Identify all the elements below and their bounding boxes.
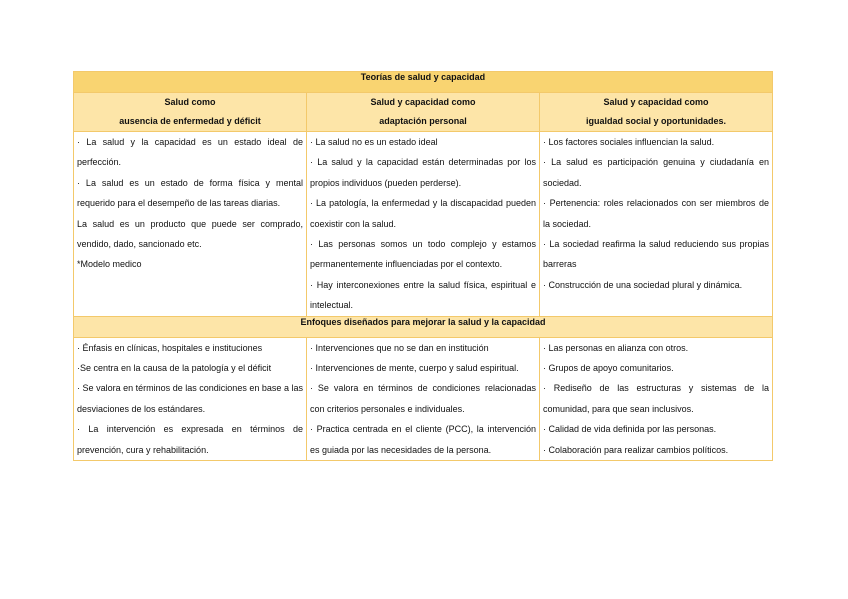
column-headings-row xyxy=(74,93,773,132)
list-item: · Hay interconexiones entre la salud física, espiritual e intelectual. xyxy=(310,279,536,311)
column-heading-line2: igualdad social y oportunidades. xyxy=(585,116,727,126)
column-heading-adaptation xyxy=(307,93,540,132)
table-title-row xyxy=(74,72,773,93)
theories-table xyxy=(73,71,773,461)
item-list xyxy=(543,338,769,460)
list-item: · Las personas somos un todo complejo y estamos permanentemente influenciadas por el contexto. xyxy=(310,239,536,270)
table-title: Teorías de salud y capacidad xyxy=(74,72,773,93)
theories-cell-equality xyxy=(540,132,773,317)
column-heading-line2: adaptación personal xyxy=(379,116,467,126)
list-item: · La sociedad reafirma la salud reduciendo sus propias barreras xyxy=(543,239,769,270)
list-item: · Construcción de una sociedad plural y dinámica. xyxy=(543,279,743,290)
approaches-title-row xyxy=(74,316,773,337)
approaches-cell-deficit xyxy=(74,337,307,460)
list-item: · Las personas en alianza con otros. xyxy=(543,342,689,353)
approaches-cell-equality xyxy=(540,337,773,460)
item-list xyxy=(310,132,536,316)
item-list xyxy=(77,338,303,460)
item-list xyxy=(543,132,769,295)
list-item: · La patología, la enfermedad y la discapacidad pueden coexistir con la salud. xyxy=(310,198,536,229)
theories-cell-deficit xyxy=(74,132,307,317)
list-item: · Grupos de apoyo comunitarios. xyxy=(543,363,674,374)
column-heading-deficit xyxy=(74,93,307,132)
list-item: · La salud es participación genuina y ciudadanía en sociedad. xyxy=(543,157,769,188)
list-item: · Los factores sociales influencian la salud. xyxy=(543,137,715,147)
list-item: · Intervenciones de mente, cuerpo y salud espiritual. xyxy=(310,363,519,374)
item-list xyxy=(77,132,303,275)
list-item: · Practica centrada en el cliente (PCC), la intervención es guiada por las necesidades de la persona. xyxy=(310,424,536,455)
approaches-row xyxy=(74,337,773,460)
column-heading-line1: Salud como xyxy=(164,97,216,107)
column-heading-line1: Salud y capacidad como xyxy=(603,97,709,107)
list-item: · Colaboración para realizar cambios políticos. xyxy=(543,444,729,455)
list-item: La salud es un producto que puede ser comprado, vendido, dado, sancionado etc. xyxy=(77,218,303,250)
list-item: · La salud y la capacidad es un estado ideal de perfección. xyxy=(77,137,303,168)
approaches-cell-adaptation xyxy=(307,337,540,460)
approaches-title: Enfoques diseñados para mejorar la salud y la capacidad xyxy=(74,316,773,337)
column-heading-equality xyxy=(540,93,773,132)
column-heading-line2: ausencia de enfermedad y déficit xyxy=(119,116,261,126)
list-item: · La salud es un estado de forma física y mental requerido para el desempeño de las tareas diarias. xyxy=(77,177,303,209)
list-item: · La intervención es expresada en términos de prevención, cura y rehabilitación. xyxy=(77,424,303,455)
theories-row xyxy=(74,132,773,317)
item-list xyxy=(310,338,536,460)
list-item: · La salud no es un estado ideal xyxy=(310,137,438,147)
list-item: *Modelo medico xyxy=(77,259,142,270)
list-item: · Se valora en términos de las condiciones en base a las desviaciones de los estándares. xyxy=(77,383,303,414)
list-item: · La salud y la capacidad están determinadas por los propios individuos (pueden perderse). xyxy=(310,157,536,188)
list-item: · Pertenencia: roles relacionados con ser miembros de la sociedad. xyxy=(543,198,769,229)
list-item: · Se valora en términos de condiciones relacionadas con criterios personales e individuales. xyxy=(310,383,536,414)
list-item: · Calidad de vida definida por las personas. xyxy=(543,424,717,435)
list-item: ·Se centra en la causa de la patología y el déficit xyxy=(77,363,272,374)
theories-cell-adaptation xyxy=(307,132,540,317)
list-item: · Énfasis en clínicas, hospitales e instituciones xyxy=(77,342,263,353)
column-heading-line1: Salud y capacidad como xyxy=(370,97,476,107)
list-item: · Intervenciones que no se dan en institución xyxy=(310,342,489,353)
list-item: · Rediseño de las estructuras y sistemas de la comunidad, para que sean inclusivos. xyxy=(543,383,769,414)
